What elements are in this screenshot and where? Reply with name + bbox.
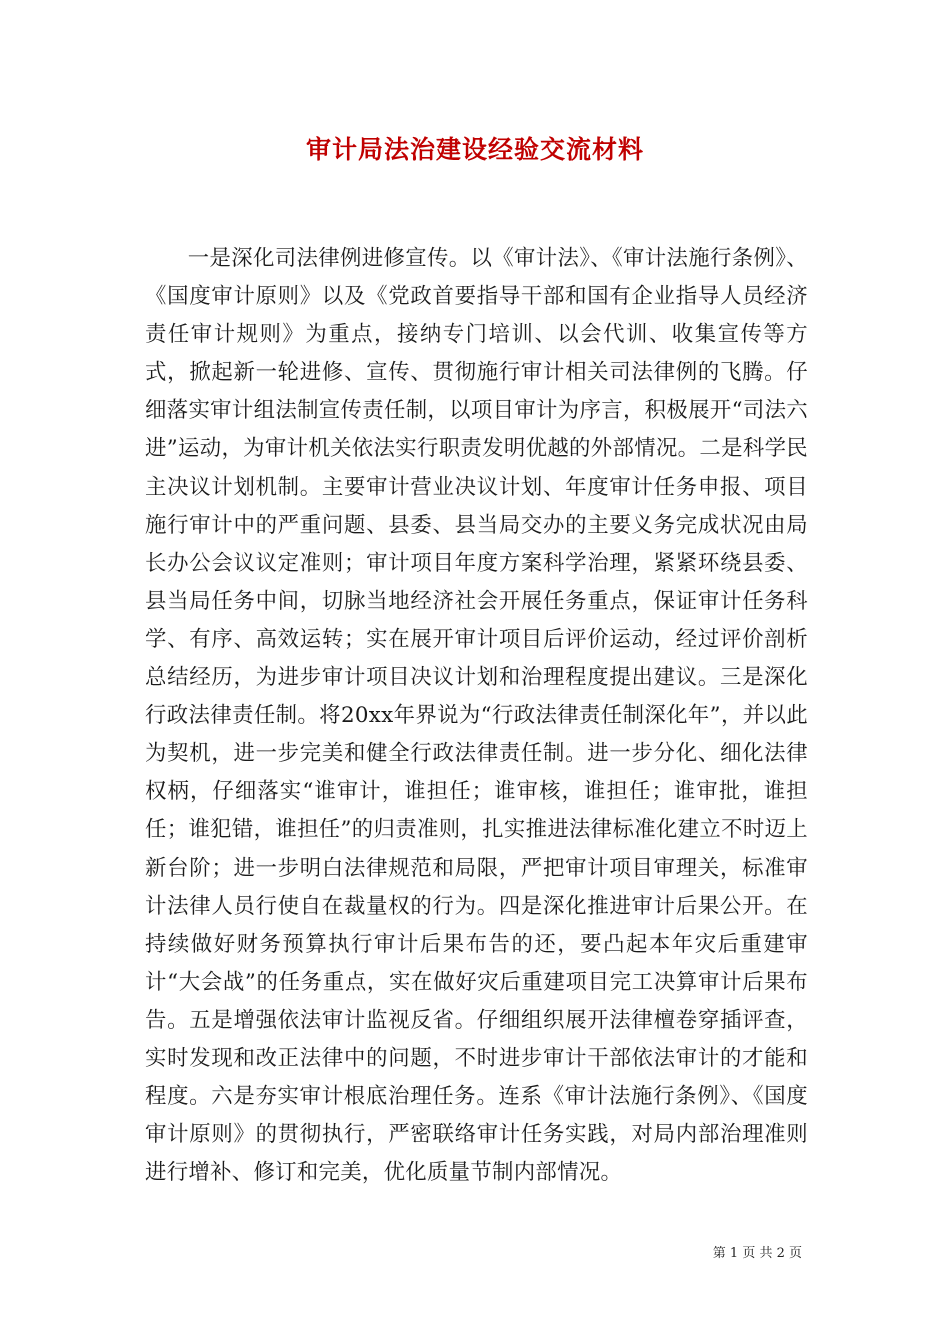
- document-title: 审计局法治建设经验交流材料: [305, 135, 644, 164]
- page-number-footer: 第 1 页 共 2 页: [712, 1246, 802, 1261]
- document-body-paragraph: 一是深化司法律例进修宣传。以《审计法》、《审计法施行条例》、《国度审计原则》以及《党政首要指导干部和国有企业指导人员经济责任审计规则》为重点，接纳专门培训、以会代训、收集宣传等方式，掀起新一轮进修、宣传、贯彻施行审计相关司法律例的飞腾。仔细落实审计组法制宣传责任制，以项目审计为序言，积极展开“司法六进”运动，为审计机关依法实行职责发明优越的外部情况。二是科学民主决议计划机制。主要审计营业决议计划、年度审计任务申报、项目施行审计中的严重问题、县委、县当局交办的主要义务完成状况由局长办公会议议定准则；审计项目年度方案科学治理，紧紧环绕县委、县当局任务中间，切脉当地经济社会开展任务重点，保证审计任务科学、有序、高效运转；实在展开审计项目后评价运动，经过评价剖析总结经历，为进步审计项目决议计划和治理程度提出建议。三是深化行政法律责任制。将20xx年界说为“行政法律责任制深化年”，并以此为契机，进一步完美和健全行政法律责任制。进一步分化、细化法律权柄，仔细落实“谁审计，谁担任；谁审核，谁担任；谁审批，谁担任；谁犯错，谁担任”的归责准则，扎实推进法律标准化建立不时迈上新台阶；进一步明白法律规范和局限，严把审计项目审理关，标准审计法律人员行使自在裁量权的行为。四是深化推进审计后果公开。在持续做好财务预算执行审计后果布告的还，要凸起本年灾后重建审计“大会战”的任务重点，实在做好灾后重建项目完工决算审计后果布告。五是增强依法审计监视反省。仔细组织展开法律檀卷穿插评查，实时发现和改正法律中的问题，不时进步审计干部依法审计的才能和程度。六是夯实审计根底治理任务。连系《审计法施行条例》、《国度审计原则》的贯彻执行，严密联络审计任务实践，对局内部治理准则进行增补、修订和完美，优化质量节制内部情况。: [145, 246, 808, 1186]
